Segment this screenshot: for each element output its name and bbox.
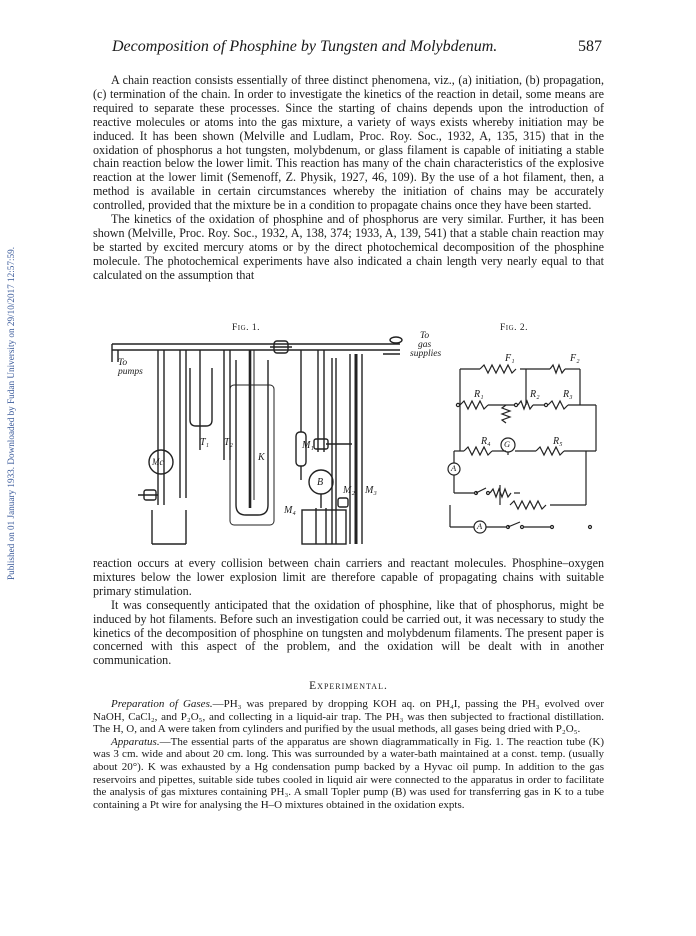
paragraph-preparation xyxy=(93,698,604,736)
fig2-label-r5: R₅ xyxy=(553,436,563,447)
fig1-apparatus-diagram xyxy=(100,330,430,550)
fig2-label-f1: F₁ xyxy=(505,353,515,364)
fig1-label-m2: M₂ xyxy=(343,485,355,496)
preparation-lead: Preparation of Gases. xyxy=(111,698,213,710)
paragraph-4: It was consequently anticipated that the oxidation of phosphine, like that of phosphorus, might be induced by hot filaments. Before such an investigation could be carried out, it was necessary to study the kinetics of the decomposition of phosphine on tungsten and molybdenum filaments. The present paper is concerned with this aspect of the problem, and the oxidation will be dealt with in another communication. xyxy=(93,597,604,668)
fig2-circuit-diagram xyxy=(440,345,610,545)
continued-text xyxy=(93,557,604,668)
paragraph-2: The kinetics of the oxidation of phosphine and of phosphorus are very similar. Further, it has been shown (Melville, Proc. Roy. Soc., 1932, A, 138, 374; 1933, A, 139, 541) that a stable chain reaction may be started by excited mercury atoms or by the direct photochemical decomposition of the phosphine molecule. The photochemical experiments have also indicated a chain length very nearly equal to that calculated on the assumption that xyxy=(93,212,604,282)
apparatus-lead: Apparatus. xyxy=(111,735,160,748)
fig2-label-a-bottom: A xyxy=(477,521,483,531)
fig1-label-m1: M₁ xyxy=(302,440,314,451)
fig1-label-m3: M₃ xyxy=(365,485,377,496)
preparation-text: —PH₃ was prepared by dropping KOH aq. on PH₄I, passing the PH₃ evolved over NaOH, CaCl₂, and P₂O₅, and collecting in a liquid-air trap. The PH₃ was then subjected to fractional distillation. The H, O, and A were taken from cylinders and purified by the usual methods, all gases being dried with P₂O₅. xyxy=(93,698,605,736)
fig1-caption: Fig. 1. xyxy=(232,323,261,333)
paragraph-1: A chain reaction consists essentially of three distinct phenomena, viz., (a) initiation, (b) propagation, (c) termination of the chain. In order to investigate the kinetics of the reaction in detail, some means are required to separate these processes. Since the starting of chains depends upon the introduction of reactive molecules or atoms into the gas mixture, a variety of ways exists whereby initiation may be induced. It has been shown (Melville and Ludlam, Proc. Roy. Soc., 1932, A, 135, 315) that in the oxidation of phosphorus a hot tungsten, molybdenum, or glass filament is capable of initiating a stable chain reaction below the lower limit. This reaction has many of the chain characteristics of the explosive reaction at the lower limit (Semenoff, Z. Physik, 1927, 46, 109). By the use of a hot filament, then, a method is available in certain circumstances whereby the initiation of chains may be accurately controlled, provided that the mixture be in a condition to propagate chains once they have been started. xyxy=(93,73,604,213)
to-gas-line1: To xyxy=(420,331,430,341)
fig2-label-r4: R₄ xyxy=(481,436,491,447)
fig2-caption: Fig. 2. xyxy=(500,323,529,333)
running-title: Decomposition of Phosphine by Tungsten and Molybdenum. xyxy=(112,38,498,55)
fig2-label-r3: R₃ xyxy=(563,389,573,400)
fig2-label-g: G xyxy=(504,439,511,449)
fig2-label-f2: F₂ xyxy=(570,353,580,364)
intro-text xyxy=(93,74,604,283)
apparatus-text: —The essential parts of the apparatus are shown diagrammatically in Fig. 1. The reaction tube (K) was 3 cm. wide and about 20 cm. long. This was surrounded by a water-bath maintained at a const. temp. (usually about 20°). K was exhausted by a Hg condensation pump backed by a Hyvac oil pump. In addition to the gas reservoirs and pipettes, suitable side tubes cooled in liquid air were connected to the apparatus in order to facilitate the analysis of gas mixtures containing PH₃. A small Topler pump (B) was used for transferring gas in K to a tube containing a Pt wire for analysing the H–O mixtures obtained in the oxidation expts. xyxy=(93,735,604,811)
fig1-label-k: K xyxy=(258,452,265,463)
download-watermark: Published on 01 January 1933. Downloaded by Fudan University on 29/10/2017 12:57:59. xyxy=(6,246,16,580)
fig2-label-r2: R₂ xyxy=(530,389,540,400)
running-head xyxy=(112,38,602,56)
to-pumps-line2: pumps xyxy=(118,367,143,377)
page-number: 587 xyxy=(578,38,602,55)
to-gas-line2: gas xyxy=(418,340,432,350)
fig1-label-m4: M₄ xyxy=(284,505,296,516)
fig1-label-to-gas xyxy=(410,332,441,359)
to-gas-line3: supplies xyxy=(410,349,442,359)
fig1-label-t2: T₂ xyxy=(224,437,234,448)
fig1-label-to-pumps xyxy=(118,359,143,377)
section-heading-experimental: Experimental. xyxy=(309,680,388,692)
paragraph-apparatus xyxy=(93,736,604,812)
experimental-text xyxy=(93,698,604,811)
fig2-label-a-left: A xyxy=(451,463,457,473)
fig2-label-r1: R₁ xyxy=(474,389,484,400)
fig1-label-t1: T₁ xyxy=(200,437,210,448)
fig1-label-b: B xyxy=(317,477,324,488)
paragraph-3: reaction occurs at every collision between chain carriers and reactant molecules. Phosphine–oxygen mixtures below the lower explosion limit are therefore capable of propagating chains with suitable primary stimulation. xyxy=(93,556,604,598)
to-pumps-line1: To xyxy=(118,358,128,368)
fig1-label-mc: Mc xyxy=(152,457,164,467)
